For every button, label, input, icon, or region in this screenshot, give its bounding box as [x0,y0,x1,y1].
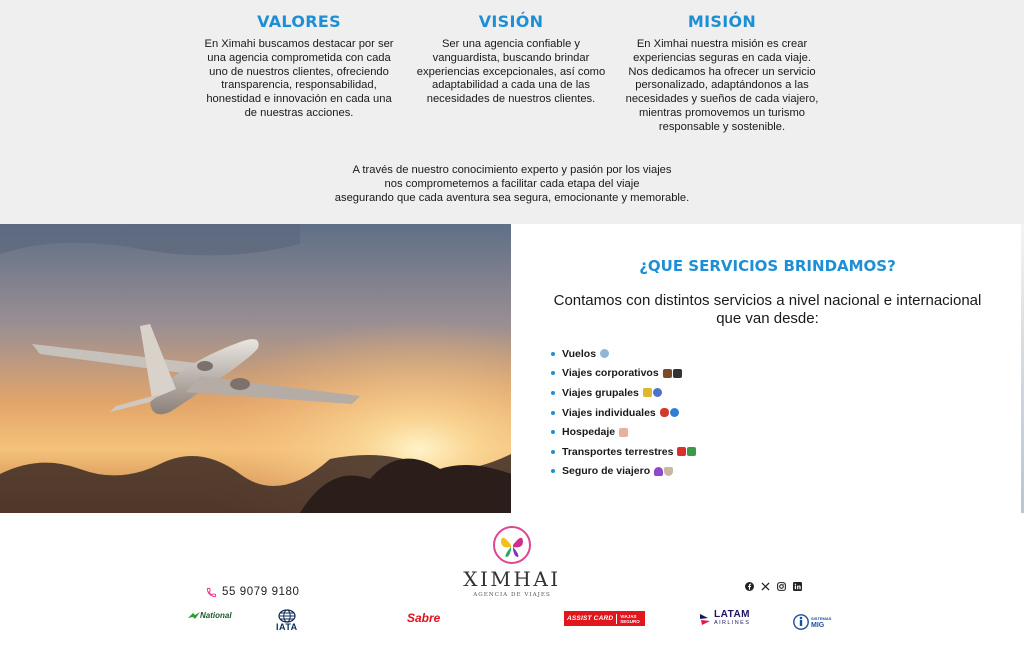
service-label: Vuelos [562,347,597,360]
phone-icon [206,587,217,598]
latam-mark-icon [699,612,711,626]
suv-emoji-icon [687,447,696,456]
service-item-hospedaje [551,422,696,442]
service-item-vuelos [551,344,696,364]
mision-column [622,12,822,135]
x-icon[interactable] [760,581,770,591]
people-emoji-icon [653,388,662,397]
services-title: ¿QUE SERVICIOS BRINDAMOS? [639,257,896,275]
service-label: Transportes terrestres [562,445,674,458]
vision-column [411,12,611,107]
bullet-icon [551,371,555,375]
airplane-sunset-image [0,224,511,513]
airplane-emoji-icon [600,349,609,358]
bullet-icon [551,469,555,473]
service-item-viajes-grupales [551,383,696,403]
linkedin-icon[interactable] [792,581,802,591]
services-list [551,344,696,481]
laptop-emoji-icon [673,369,682,378]
services-subtitle: Contamos con distintos servicios a nivel nacional e internacional que van desde: [553,292,982,327]
intro-line: asegurando que cada aventura sea segura, emocionante y memorable. [334,192,690,204]
logo-tagline: AGENCIA DE VIAJES [473,592,551,598]
mision-title: MISIÓN [687,12,757,31]
butterfly-logo-icon [492,525,532,565]
service-item-viajes-corporativos [551,364,696,384]
vision-title: VISIÓN [478,12,544,31]
services-section [511,224,1024,513]
intro-line: A través de nuestro conocimiento experto y pasión por los viajes [352,164,672,176]
bullet-icon [551,391,555,395]
bullet-icon [551,430,555,434]
service-item-viajes-individuales [551,403,696,423]
phone-link[interactable] [206,586,300,598]
footer [0,513,1024,650]
service-label: Seguro de viajero [562,465,651,478]
facebook-icon[interactable] [744,581,754,591]
valores-title: VALORES [257,12,341,31]
vision-text: Ser una agencia confiable y vanguardista, buscando brindar experiencias excepcionales, así como adaptabilidad a cada una de las necesidades de nuestros clientes. [416,38,606,106]
service-label: Viajes individuales [562,406,656,419]
national-logo: National [188,611,232,620]
values-section [0,0,1024,224]
intro-paragraph [312,163,712,205]
intro-line: nos comprometemos a facilitar cada etapa del viaje [384,178,640,190]
hotel-emoji-icon [619,428,628,437]
sabre-logo: Sabre [407,611,441,625]
valores-column [199,12,399,121]
bus-emoji-icon [643,388,652,397]
assist-card-logo: ASSIST CARD VIAJAS SEGURO [564,611,645,626]
valores-text: En Ximahi buscamos destacar por ser una agencia comprometida con cada uno de nuestros clientes, ofreciendo transparencia, responsabilidad, honestidad e innovación en cada una de nuestras acciones. [204,38,394,119]
sistemas-mig-logo: SISTEMAS MIG [793,614,831,630]
ximhai-logo[interactable] [462,525,562,598]
globe-icon [278,609,296,623]
service-label: Hospedaje [562,426,616,439]
logo-brand-text: XIMHAI [463,567,561,591]
backpack-emoji-icon [660,408,669,417]
umbrella-emoji-icon [654,467,663,476]
service-label: Viajes corporativos [562,367,659,380]
mision-text: En Ximhai nuestra misión es crear experiencias seguras en cada viaje. Nos dedicamos ha ofrecer un servicio personalizado, adaptándonos a las necesidades y sueños de cada viajero, mientras promovemos un turismo responsable y sostenible. [625,38,819,133]
bullet-icon [551,450,555,454]
mig-mark-icon [793,614,809,630]
social-links [744,581,802,591]
shield-emoji-icon [664,467,673,476]
service-label: Viajes grupales [562,386,639,399]
iata-logo: IATA [276,609,298,632]
phone-number: 55 9079 9180 [222,586,300,598]
national-mark-icon [188,612,200,620]
bullet-icon [551,411,555,415]
service-item-seguro-de-viajero [551,462,696,482]
globe-emoji-icon [670,408,679,417]
latam-airlines-logo: LATAM AIRLINES [699,610,750,628]
bullet-icon [551,352,555,356]
service-item-transportes-terrestres [551,442,696,462]
car-emoji-icon [677,447,686,456]
briefcase-emoji-icon [663,369,672,378]
instagram-icon[interactable] [776,581,786,591]
